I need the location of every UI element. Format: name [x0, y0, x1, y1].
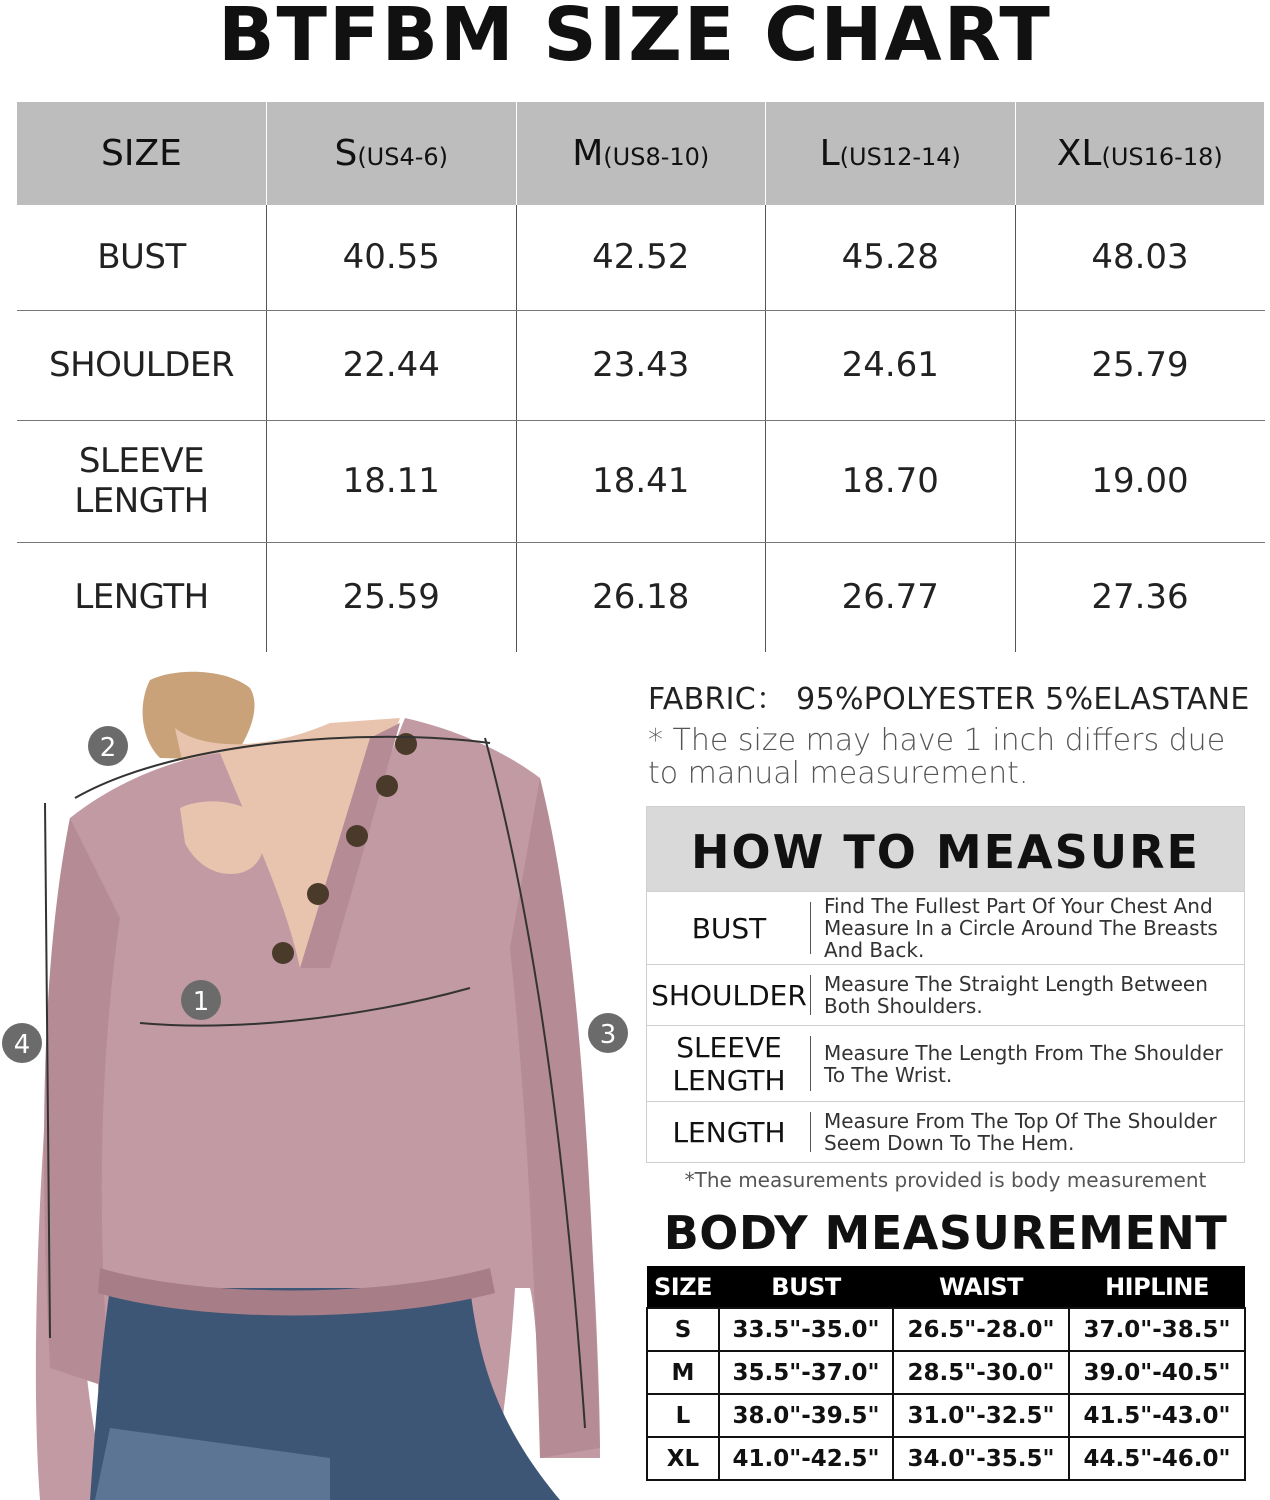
measure-row-shoulder [647, 964, 1244, 1025]
table-cell: M [647, 1351, 719, 1394]
table-cell: 26.18 [516, 542, 766, 652]
measure-label: LENGTH [647, 1102, 811, 1162]
size-name: L [819, 133, 840, 174]
table-cell: 31.0"-32.5" [893, 1394, 1069, 1437]
table-row [17, 310, 1265, 420]
row-label-sleeve-length: SLEEVE LENGTH [17, 420, 267, 542]
table-cell: 19.00 [1015, 420, 1265, 542]
measure-label: SLEEVE LENGTH [647, 1026, 811, 1101]
table-row [17, 542, 1265, 652]
row-label-shoulder: SHOULDER [17, 310, 267, 420]
table-cell: 37.0"-38.5" [1069, 1308, 1245, 1351]
table-cell: 34.0"-35.5" [893, 1437, 1069, 1480]
table-cell: 28.5"-30.0" [893, 1351, 1069, 1394]
marker-1 [181, 980, 221, 1020]
measure-row-length [647, 1101, 1244, 1162]
size-name: XL [1056, 133, 1102, 174]
body-measurement-title: BODY MEASUREMENT [663, 1206, 1228, 1260]
size-header-label: SIZE [17, 102, 267, 205]
size-range: (US4-6) [357, 143, 449, 171]
model-illustration [0, 668, 636, 1500]
table-row [647, 1308, 1245, 1351]
body-header-size: SIZE [647, 1266, 719, 1308]
measure-label: BUST [647, 892, 811, 964]
table-cell: 18.11 [267, 420, 517, 542]
how-to-measure-title: HOW TO MEASURE [647, 807, 1244, 891]
table-row [647, 1351, 1245, 1394]
table-cell: 45.28 [766, 205, 1016, 310]
row-label-length: LENGTH [74, 577, 209, 618]
table-cell: 33.5"-35.0" [719, 1308, 893, 1351]
table-row [17, 420, 1265, 542]
size-header-m [516, 102, 766, 205]
table-cell: 27.36 [1015, 542, 1265, 652]
measure-row-bust [647, 891, 1244, 964]
table-cell: 26.5"-28.0" [893, 1308, 1069, 1351]
size-chart-header-row [17, 102, 1265, 205]
size-range: (US8-10) [603, 143, 710, 171]
body-header-bust: BUST [719, 1266, 893, 1308]
size-header-l [766, 102, 1016, 205]
marker-label: 2 [99, 733, 117, 763]
body-header-waist: WAIST [893, 1266, 1069, 1308]
button-icon [307, 883, 329, 905]
body-measurement-table [646, 1266, 1246, 1481]
measure-row-sleeve-length [647, 1025, 1244, 1101]
table-row [647, 1437, 1245, 1480]
how-to-measure-panel [646, 806, 1245, 1163]
table-cell: 40.55 [267, 205, 517, 310]
page-title: BTFBM SIZE CHART [218, 0, 1052, 78]
table-cell: 44.5"-46.0" [1069, 1437, 1245, 1480]
button-icon [346, 825, 368, 847]
table-cell: 26.77 [766, 542, 1016, 652]
table-cell: 18.41 [516, 420, 766, 542]
table-cell: 24.61 [766, 310, 1016, 420]
size-name: S [334, 133, 358, 174]
measure-desc: Measure The Straight Length Between Both Shoulders. [824, 972, 1208, 1018]
table-cell: 35.5"-37.0" [719, 1351, 893, 1394]
size-name: M [572, 133, 604, 174]
button-icon [272, 942, 294, 964]
table-cell: 41.5"-43.0" [1069, 1394, 1245, 1437]
fabric-info: FABRIC： 95%POLYESTER 5%ELASTANE [648, 682, 1250, 717]
table-cell: 22.44 [267, 310, 517, 420]
body-measurement-note: *The measurements provided is body measurement [684, 1168, 1207, 1192]
marker-4 [2, 1023, 42, 1063]
table-cell: 39.0"-40.5" [1069, 1351, 1245, 1394]
table-cell: 41.0"-42.5" [719, 1437, 893, 1480]
measure-desc: Find The Fullest Part Of Your Chest And Measure In a Circle Around The Breasts And Back. [824, 894, 1218, 962]
marker-3 [588, 1013, 628, 1053]
table-cell: XL [647, 1437, 719, 1480]
marker-label: 3 [599, 1020, 617, 1050]
size-header-xl [1015, 102, 1265, 205]
marker-label: 4 [13, 1030, 31, 1060]
body-header-row [647, 1266, 1245, 1308]
size-range: (US12-14) [839, 143, 961, 171]
body-header-hipline: HIPLINE [1069, 1266, 1245, 1308]
table-cell: 48.03 [1015, 205, 1265, 310]
measure-label: SHOULDER [647, 965, 811, 1025]
marker-2 [88, 726, 128, 766]
table-cell: 25.59 [267, 542, 517, 652]
table-row [17, 205, 1265, 310]
table-cell: 38.0"-39.5" [719, 1394, 893, 1437]
table-cell: 25.79 [1015, 310, 1265, 420]
size-chart-table [17, 102, 1265, 652]
table-cell: 42.52 [516, 205, 766, 310]
product-photo [0, 668, 636, 1500]
table-row [647, 1394, 1245, 1437]
button-icon [376, 775, 398, 797]
table-cell: 18.70 [766, 420, 1016, 542]
size-header-s [267, 102, 517, 205]
table-cell: 23.43 [516, 310, 766, 420]
size-note: * The size may have 1 inch differs due to manual measurement. [648, 723, 1226, 791]
table-cell: S [647, 1308, 719, 1351]
row-label-bust: BUST [17, 205, 267, 310]
measure-desc: Measure From The Top Of The Shoulder Seem Down To The Hem. [824, 1109, 1217, 1155]
table-cell: L [647, 1394, 719, 1437]
marker-label: 1 [192, 987, 210, 1017]
measure-desc: Measure The Length From The Shoulder To The Wrist. [824, 1040, 1223, 1087]
size-range: (US16-18) [1101, 143, 1223, 171]
